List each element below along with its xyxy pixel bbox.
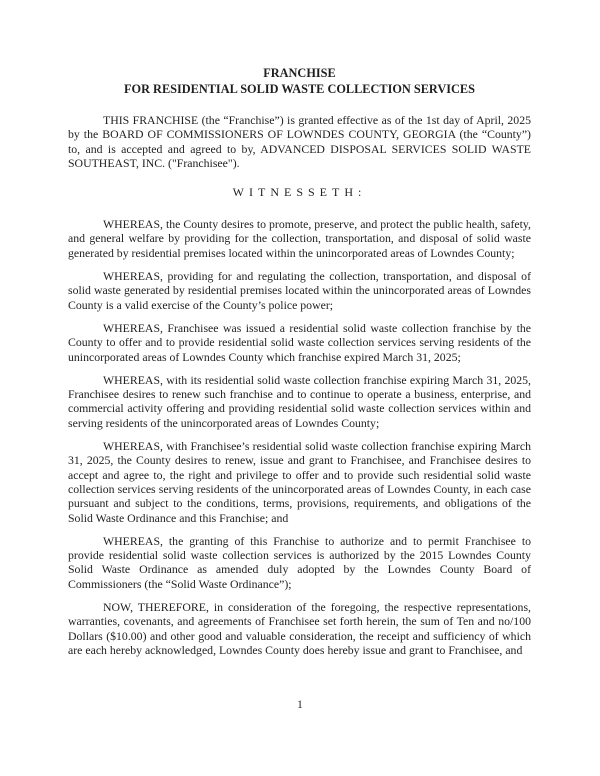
paragraph-whereas-1: WHEREAS, the County desires to promote, preserve, and protect the public health, safety, and general welfare by providing for the collection, transportation, and disposal of solid waste generated by residential premises located within the unincorporated areas of Lowndes County; bbox=[68, 217, 531, 260]
paragraph-whereas-3: WHEREAS, Franchisee was issued a residential solid waste collection franchise by the County to offer and to provide residential solid waste collection services serving residents of the unincorporated areas of Lowndes County which franchise expired March 31, 2025; bbox=[68, 320, 531, 364]
paragraph-preamble: THIS FRANCHISE (the “Franchise”) is granted effective as of the 1st day of April, 2025 by the BOARD OF COMMISSIONERS OF LOWNDES COUNTY, GEORGIA (the “County”) to, and is accepted and agreed to by, ADVANCED DISPOSAL SERVICES SOLID WASTE SOUTHEAST, INC. ("Franchisee"). bbox=[68, 113, 531, 170]
paragraph-whereas-5: WHEREAS, with Franchisee’s residential solid waste collection franchise expiring March 31, 2025, the County desires to renew, issue and grant to Franchisee, and Franchisee desires to accept and agree to, the right and privilege to offer and to provide such residential solid waste collection services serving residents of the unincorporated areas of Lowndes County, in each case pursuant and subject to the conditions, terms, provisions, requirements, and obligations of the Solid Waste Ordinance and this Franchise; and bbox=[68, 439, 531, 525]
document-content bbox=[68, 66, 531, 666]
paragraph-whereas-2: WHEREAS, providing for and regulating the collection, transportation, and disposal of solid waste generated by residential premises located within the unincorporated areas of Lowndes County is a valid exercise of the County’s police power; bbox=[68, 269, 531, 312]
page-number: 1 bbox=[297, 697, 303, 711]
document-title bbox=[68, 66, 531, 97]
paragraph-now-therefore: NOW, THEREFORE, in consideration of the foregoing, the respective representations, warranties, covenants, and agreements of Franchisee set forth herein, the sum of Ten and no/100 Dollars ($10.00) and other good and valuable consideration, the receipt and sufficiency of which are each hereby acknowledged, Lowndes County does hereby issue and grant to Franchisee, and bbox=[68, 600, 531, 657]
paragraph-whereas-4: WHEREAS, with its residential solid waste collection franchise expiring March 31, 2025, Franchisee desires to renew such franchise and to continue to operate a business, enterprise, and commercial activity offering and providing residential solid waste collection services within and serving residents of the unincorporated areas of Lowndes County; bbox=[68, 372, 531, 430]
paragraph-whereas-6: WHEREAS, the granting of this Franchise to authorize and to permit Franchisee to provide residential solid waste collection services is authorized by the 2015 Lowndes County Solid Waste Ordinance as amended duly adopted by the Lowndes County Board of Commissioners (the “Solid Waste Ordinance”); bbox=[68, 533, 531, 591]
document-body bbox=[68, 113, 531, 657]
document-title-line2: FOR RESIDENTIAL SOLID WASTE COLLECTION SERVICES bbox=[124, 81, 475, 96]
witnesseth-heading: WITNESSETH: bbox=[232, 185, 367, 200]
document-title-line1: FRANCHISE bbox=[263, 66, 336, 80]
